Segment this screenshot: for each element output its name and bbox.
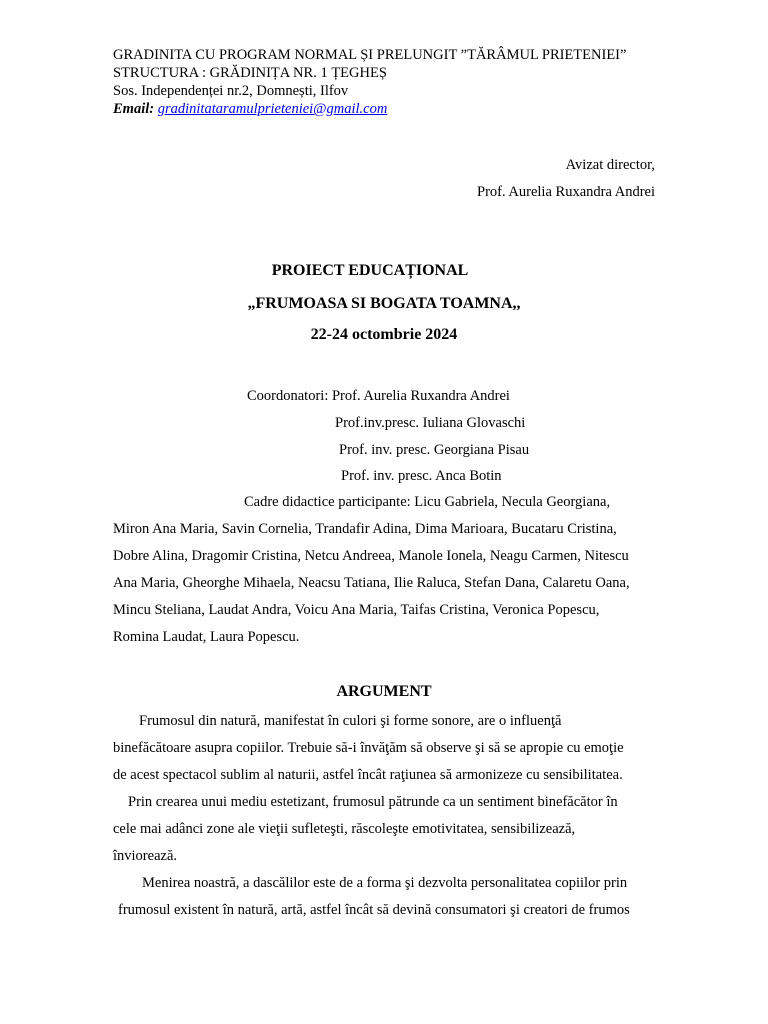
approval-label: Avizat director, bbox=[565, 157, 655, 173]
approval-director-name: Prof. Aurelia Ruxandra Andrei bbox=[477, 184, 655, 200]
argument-line: binefăcătoare asupra copiilor. Trebuie să-i învăţăm să observe şi să se apropie cu emoţie bbox=[113, 740, 624, 756]
participants-line: Cadre didactice participante: Licu Gabriela, Necula Georgiana, bbox=[244, 494, 611, 510]
director-approval bbox=[477, 152, 655, 206]
participants-line: Dobre Alina, Dragomir Cristina, Netcu Andreea, Manole Ionela, Neagu Carmen, Nitescu bbox=[113, 548, 629, 564]
project-date-title: 22-24 octombrie 2024 bbox=[310, 326, 458, 343]
participants-line: Mincu Steliana, Laudat Andra, Voicu Ana Maria, Taifas Cristina, Veronica Popescu, bbox=[113, 602, 600, 618]
institution-address: Sos. Independenței nr.2, Domnești, Ilfov bbox=[113, 83, 349, 99]
argument-line: Frumosul din natură, manifestat în culori şi forme sonore, are o influenţă bbox=[139, 713, 562, 729]
institution-email-row bbox=[113, 100, 626, 118]
coordinator-4: Prof. inv. presc. Anca Botin bbox=[341, 468, 502, 484]
coordinator-3: Prof. inv. presc. Georgiana Pisau bbox=[339, 442, 530, 458]
argument-line: cele mai adânci zone ale vieţii sufleteşti, răscoleşte emotivitatea, sensibilizează, bbox=[113, 821, 576, 837]
institution-header bbox=[113, 46, 626, 118]
project-name-title: „FRUMOASA SI BOGATA TOAMNA,, bbox=[247, 295, 521, 312]
institution-structure: STRUCTURA : GRĂDINIȚA NR. 1 ȚEGHEȘ bbox=[113, 65, 387, 81]
institution-name: GRADINITA CU PROGRAM NORMAL ȘI PRELUNGIT ”TĂRÂMUL PRIETENIEI” bbox=[113, 47, 627, 63]
project-type-title: PROIECT EDUCAȚIONAL bbox=[271, 262, 469, 279]
argument-line: frumosul existent în natură, artă, astfel încât să devină consumatori şi creatori de frumos bbox=[118, 902, 630, 918]
argument-paragraph bbox=[113, 708, 658, 924]
email-link[interactable]: gradinitataramulprieteniei@gmail.com bbox=[157, 101, 388, 117]
participants-line: Miron Ana Maria, Savin Cornelia, Trandafir Adina, Dima Marioara, Bucataru Cristina, bbox=[113, 521, 617, 537]
participants-paragraph bbox=[113, 489, 658, 651]
argument-heading: ARGUMENT bbox=[336, 683, 432, 700]
argument-line: de acest spectacol sublim al naturii, astfel încât raţiunea să armonizeze cu sensibilitatea. bbox=[113, 767, 623, 783]
argument-line: Prin crearea unui mediu estetizant, frumosul pătrunde ca un sentiment binefăcător în bbox=[128, 794, 618, 810]
participants-line: Romina Laudat, Laura Popescu. bbox=[113, 629, 300, 645]
argument-line: înviorează. bbox=[113, 848, 178, 864]
coordinator-1: Coordonatori: Prof. Aurelia Ruxandra Andrei bbox=[247, 388, 510, 404]
participants-line: Ana Maria, Gheorghe Mihaela, Neacsu Tatiana, Ilie Raluca, Stefan Dana, Calaretu Oana, bbox=[113, 575, 630, 591]
coordinator-2: Prof.inv.presc. Iuliana Glovaschi bbox=[335, 415, 526, 431]
email-label: Email: bbox=[113, 101, 155, 117]
argument-line: Menirea noastră, a dascălilor este de a forma şi dezvolta personalitatea copiilor prin bbox=[142, 875, 628, 891]
